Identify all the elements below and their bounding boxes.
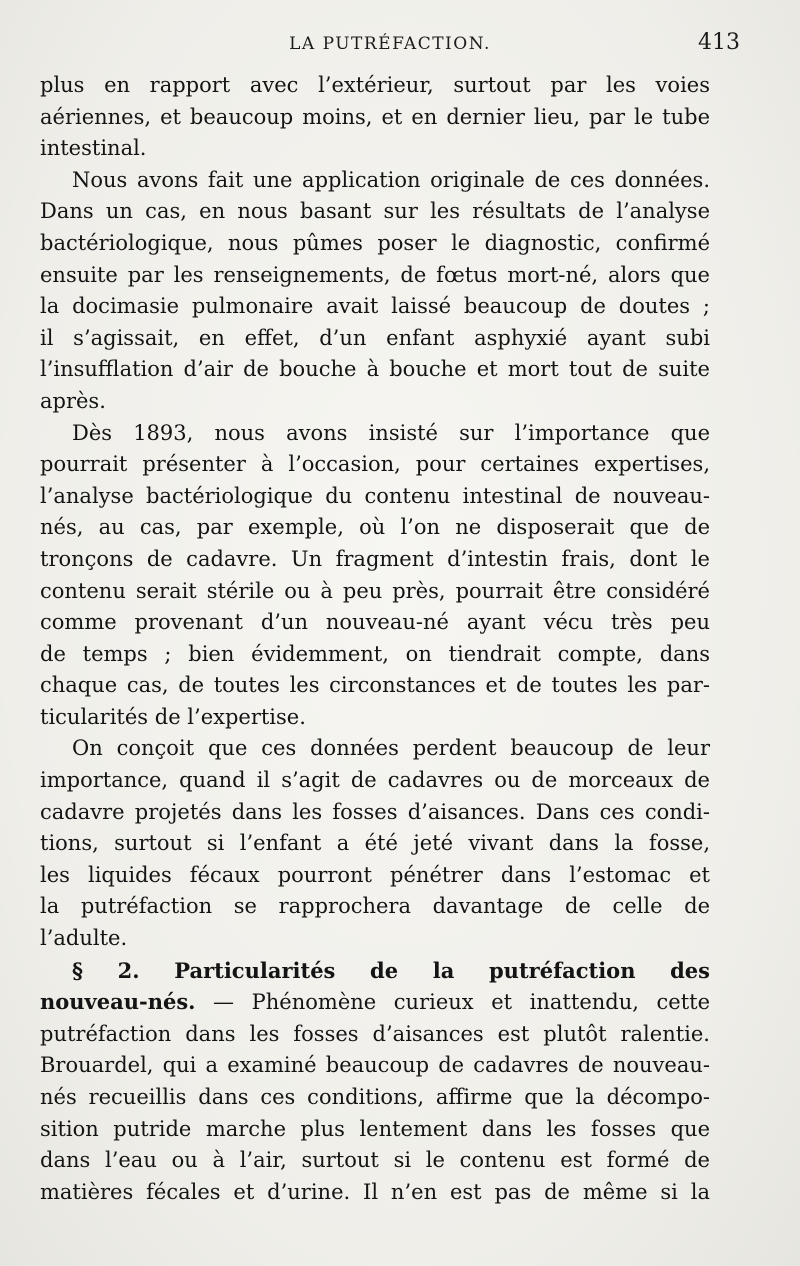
page-number: 413 bbox=[698, 30, 740, 55]
text-line: putréfaction dans les fosses d’aisances est plutôt ralentie. bbox=[40, 1021, 710, 1046]
paragraph-2 bbox=[40, 165, 710, 418]
text-line: après. bbox=[40, 388, 106, 413]
text-line bbox=[40, 986, 710, 1019]
text-line: la docimasie pulmonaire avait laissé beaucoup de doutes ; bbox=[40, 294, 710, 319]
text-line: Brouardel, qui a examiné beaucoup de cadavres de nouveau- bbox=[40, 1053, 710, 1078]
text-line: contenu serait stérile ou à peu près, pourrait être considéré bbox=[40, 578, 710, 603]
text-line: On conçoit que ces données perdent beaucoup de leur bbox=[72, 736, 710, 761]
text-line: l’analyse bactériologique du contenu intestinal de nouveau- bbox=[40, 483, 710, 508]
section-heading: § 2. Particularités de la putréfaction des bbox=[72, 957, 710, 983]
text-line: tronçons de cadavre. Un fragment d’intestin frais, dont le bbox=[40, 546, 710, 571]
section-heading-term: nouveau-nés. bbox=[40, 989, 196, 1015]
text-line: bactériologique, nous pûmes poser le diagnostic, confirmé bbox=[40, 230, 710, 255]
text-line: de temps ; bien évidemment, on tiendrait compte, dans bbox=[40, 641, 710, 666]
text-line: dans l’eau ou à l’air, surtout si le contenu est formé de bbox=[40, 1148, 710, 1173]
text-line: Dès 1893, nous avons insisté sur l’importance que bbox=[72, 420, 710, 445]
section-paragraph bbox=[40, 955, 710, 1209]
text-line: l’adulte. bbox=[40, 926, 128, 951]
text-line: pourrait présenter à l’occasion, pour certaines expertises, bbox=[40, 452, 710, 477]
paragraph-1 bbox=[40, 70, 710, 165]
text-line: la putréfaction se rapprochera davantage de celle de bbox=[40, 894, 710, 919]
text-line: nés, au cas, par exemple, où l’on ne disposerait que de bbox=[40, 515, 710, 540]
body-text bbox=[40, 70, 710, 1208]
text-line: comme provenant d’un nouveau-né ayant vécu très peu bbox=[40, 610, 710, 635]
text-line: ensuite par les renseignements, de fœtus mort-né, alors que bbox=[40, 262, 710, 287]
running-head: LA PUTRÉFACTION. bbox=[289, 34, 491, 54]
text-line: chaque cas, de toutes les circonstances et de toutes les par- bbox=[40, 673, 710, 698]
text-line: ticularités de l’expertise. bbox=[40, 704, 306, 729]
paragraph-4 bbox=[40, 733, 710, 954]
text-line: intestinal. bbox=[40, 136, 147, 161]
text-line: les liquides fécaux pourront pénétrer dans l’estomac et bbox=[40, 862, 710, 887]
paragraph-3 bbox=[40, 418, 710, 734]
text-line: plus en rapport avec l’extérieur, surtout par les voies bbox=[40, 73, 710, 97]
text-line: matières fécales et d’urine. Il n’en est pas de même si la bbox=[40, 1179, 710, 1204]
text-line: Dans un cas, en nous basant sur les résultats de l’analyse bbox=[40, 199, 710, 224]
section-heading-continuation: — Phénomène curieux et inattendu, cette bbox=[195, 990, 710, 1015]
text-line: tions, surtout si l’enfant a été jeté vivant dans la fosse, bbox=[40, 831, 710, 856]
text-line: aériennes, et beaucoup moins, et en dernier lieu, par le tube bbox=[40, 104, 710, 129]
text-line: Nous avons fait une application originale de ces données. bbox=[72, 167, 710, 192]
text-line: cadavre projetés dans les fosses d’aisances. Dans ces condi- bbox=[40, 799, 710, 824]
text-line: importance, quand il s’agit de cadavres ou de morceaux de bbox=[40, 768, 710, 793]
text-line: sition putride marche plus lentement dans les fosses que bbox=[40, 1116, 710, 1141]
text-line: l’insufflation d’air de bouche à bouche et mort tout de suite bbox=[40, 357, 710, 382]
page-header bbox=[40, 30, 740, 60]
text-line: il s’agissait, en effet, d’un enfant asphyxié ayant subi bbox=[40, 325, 710, 350]
text-line: nés recueillis dans ces conditions, affirme que la décompo- bbox=[40, 1085, 710, 1109]
